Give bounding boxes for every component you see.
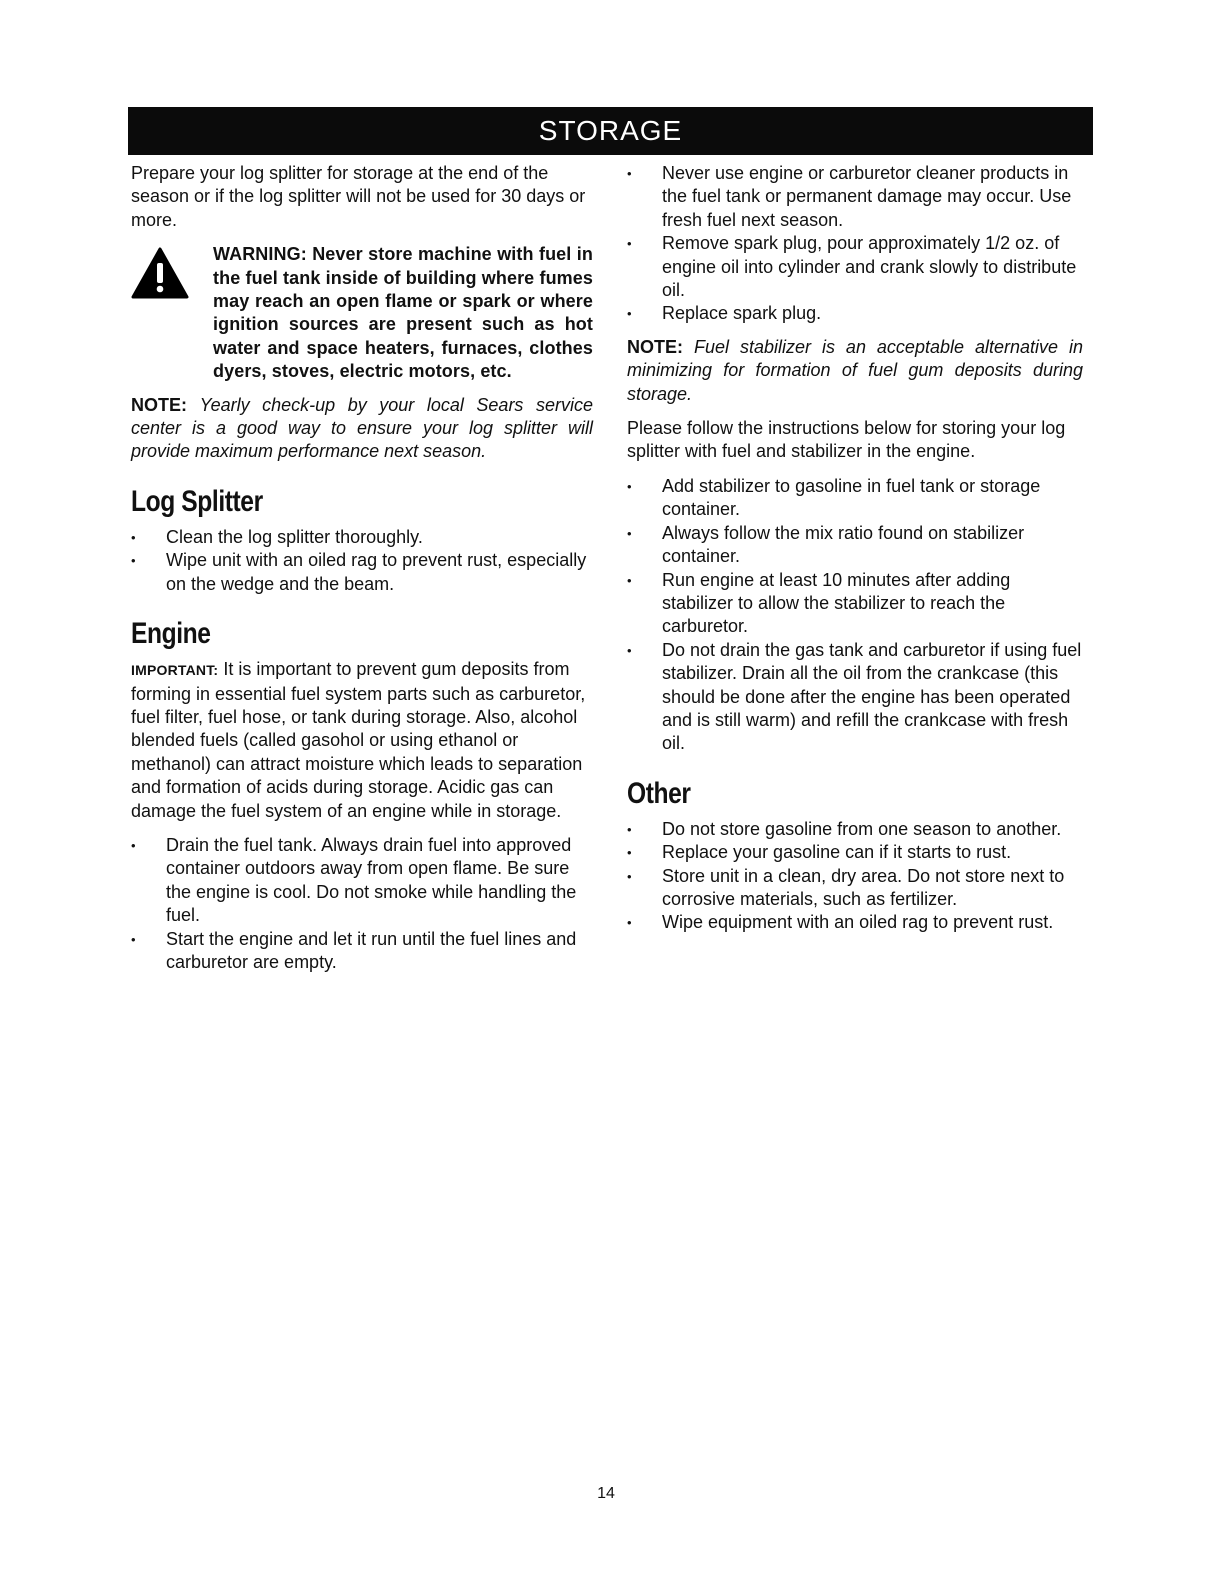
list-item: • Replace spark plug. [627,302,1083,325]
important-paragraph [131,658,593,823]
log-splitter-heading: Log Splitter [131,484,263,518]
yearly-note [131,394,593,464]
list-item: • Replace your gasoline can if it starts to rust. [627,841,1083,864]
list-item: • Clean the log splitter thoroughly. [131,526,593,549]
list-item: • Run engine at least 10 minutes after adding stabilizer to allow the stabilizer to reach the carburetor. [627,569,1083,639]
stabilizer-note [627,336,1083,406]
warning-triangle-icon [131,243,213,383]
warning-block [131,243,593,383]
note-text: Yearly check-up by your local Sears service center is a good way to ensure your log splitter will provide maximum performance next season. [131,394,593,462]
log-splitter-list [131,526,593,596]
storage-header: STORAGE [128,107,1093,155]
list-item: • Do not drain the gas tank and carburetor if using fuel stabilizer. Drain all the oil from the crankcase (this should be done after the engine has been operated and is still warm) and refill the crankcase with fresh oil. [627,639,1083,756]
right-column [627,162,1083,945]
fuel-list [627,162,1083,326]
list-item: • Do not store gasoline from one season to another. [627,818,1083,841]
other-heading: Other [627,776,691,810]
note-text: Fuel stabilizer is an acceptable alternative in minimizing for formation of fuel gum deposits during storage. [627,336,1083,404]
list-item: • Drain the fuel tank. Always drain fuel into approved container outdoors away from open flame. Be sure the engine is cool. Do not smoke while handling the fuel. [131,834,593,928]
list-item: • Never use engine or carburetor cleaner products in the fuel tank or permanent damage may occur. Use fresh fuel next season. [627,162,1083,232]
list-item: • Start the engine and let it run until the fuel lines and carburetor are empty. [131,928,593,975]
note-label: NOTE: [131,394,187,415]
list-item: • Remove spark plug, pour approximately 1/2 oz. of engine oil into cylinder and crank slowly to distribute oil. [627,232,1083,302]
important-label: IMPORTANT: [131,662,219,679]
other-list [627,818,1083,935]
engine-heading: Engine [131,617,211,651]
important-text: It is important to prevent gum deposits from forming in essential fuel system parts such as carburetor, fuel filter, fuel hose, or tank during storage. Also, alcohol blended fuels (called gasohol or using ethanol or methanol) can attract moisture which leads to separation and formation of acids during storage. Acidic gas can damage the fuel system of an engine while in storage. [131,659,586,821]
stabilizer-list [627,475,1083,756]
list-item: • Always follow the mix ratio found on stabilizer container. [627,522,1083,569]
engine-list [131,834,593,974]
follow-paragraph: Please follow the instructions below for storing your log splitter with fuel and stabilizer in the engine. [627,418,1066,462]
note-label: NOTE: [627,336,683,357]
list-item: • Add stabilizer to gasoline in fuel tank or storage container. [627,475,1083,522]
list-item: • Wipe equipment with an oiled rag to prevent rust. [627,911,1083,934]
left-column [131,162,593,984]
page-number: 14 [597,1485,615,1502]
warning-text: WARNING: Never store machine with fuel in the fuel tank inside of building where fumes may reach an open flame or spark or where ignition sources are present such as hot water and space heaters, furnaces, clothes dyers, stoves, electric motors, etc. [213,244,593,382]
list-item: • Store unit in a clean, dry area. Do not store next to corrosive materials, such as fertilizer. [627,865,1083,912]
intro-paragraph: Prepare your log splitter for storage at the end of the season or if the log splitter will not be used for 30 days or more. [131,163,586,230]
list-item: • Wipe unit with an oiled rag to prevent rust, especially on the wedge and the beam. [131,549,593,596]
